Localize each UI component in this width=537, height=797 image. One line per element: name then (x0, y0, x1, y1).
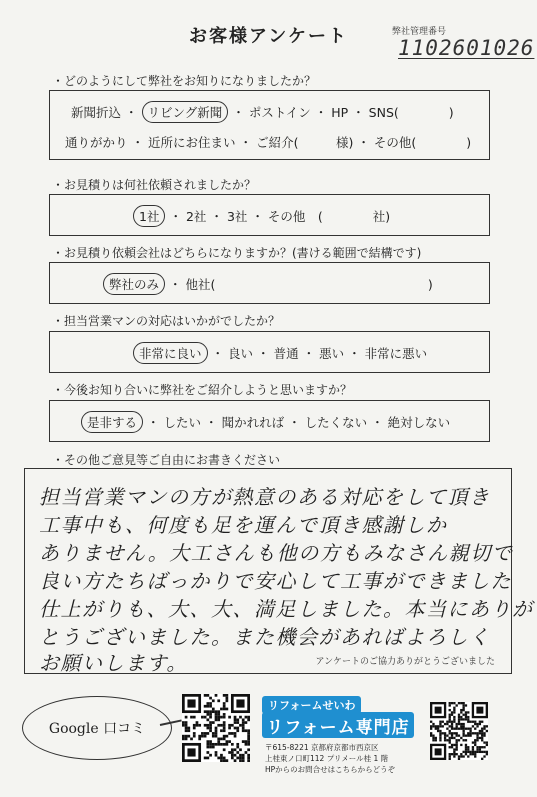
handwritten-line: 良い方たちばっかりで安心して工事ができました (39, 569, 512, 593)
options-quote-count: 1社 ・ 2社 ・ 3社 ・ その他 ( 社) (132, 207, 391, 225)
option-one-company[interactable]: 1社 (133, 205, 165, 227)
question-how-known: ・どのようにして弊社をお知りになりましたか？ (52, 74, 317, 88)
answer-box-how-known (49, 90, 490, 160)
handwritten-line: 工事中も、何度も足を運んで頂き感謝しか (39, 513, 448, 537)
google-review-label: Google 口コミ (48, 721, 146, 737)
option-if-asked[interactable]: 聞かれれば (221, 415, 285, 430)
comments-box[interactable] (24, 468, 534, 675)
option-newspaper-insert[interactable]: 新聞折込 (71, 105, 122, 120)
brand-subtitle: リフォームせいわ (262, 696, 361, 714)
address-line: 〒615-8221 京都府京都市西京区 (265, 743, 379, 752)
option-good[interactable]: 良い (228, 346, 254, 361)
options-line-2: 通りがかり ・ 近所にお住まい ・ ご紹介( 様) ・ その他( ) (65, 135, 472, 150)
option-other[interactable]: その他( ) (373, 135, 472, 150)
option-our-company-only[interactable]: 弊社のみ (103, 273, 165, 295)
handwritten-line: とうございました。また機会があればよろしく (39, 625, 491, 649)
management-number-label: 弊社管理番号 (392, 27, 447, 37)
options-recommend: 是非する ・ したい ・ 聞かれれば ・ したくない ・ 絶対しない (80, 413, 451, 431)
question-quote-companies: ・お見積り依頼会社はどちらになりますか？(書ける範囲で結構です) (52, 246, 422, 260)
option-would-not[interactable]: したくない (304, 415, 368, 430)
answer-box-sales-rep (49, 331, 490, 373)
option-definitely[interactable]: 是非する (81, 411, 143, 433)
handwritten-line: 担当営業マンの方が熱意のある対応をして頂き (39, 485, 491, 509)
address-line: 上桂東ノ口町112 プリメール桂 1 階 (265, 754, 389, 763)
question-recommend: ・今後お知り合いに弊社をご紹介しようと思いますか？ (52, 383, 353, 397)
address-line: HPからのお問合せはこちらからどうぞ (265, 765, 396, 774)
option-other-companies[interactable]: 他社( ) (185, 277, 433, 292)
handwritten-line: ありません。大工さんも他の方もみなさん親切で (39, 541, 514, 565)
options-line-1: 新聞折込 ・ リビング新聞 ・ ポストイン ・ HP ・ SNS( ) (70, 103, 455, 121)
handwritten-line: お願いします。 (39, 651, 188, 675)
option-would-like[interactable]: したい (163, 415, 202, 430)
question-sales-rep: ・担当営業マンの対応はいかがでしたか？ (52, 314, 281, 328)
option-two-companies[interactable]: 2社 (185, 209, 207, 224)
option-referral[interactable]: ご紹介( 様) (256, 135, 354, 150)
answer-box-quote-count (49, 194, 490, 236)
management-number: 1102601026 (398, 36, 535, 60)
options-quote-companies: 弊社のみ ・ 他社( ) (102, 275, 434, 293)
thanks-note: アンケートのご協力ありがとうございました (315, 657, 495, 667)
options-sales-rep: 非常に良い ・ 良い ・ 普通 ・ 悪い ・ 非常に悪い (132, 344, 428, 362)
option-other-count[interactable]: その他 ( 社) (267, 209, 391, 224)
option-three-companies[interactable]: 3社 (226, 209, 248, 224)
website-qr-code[interactable] (430, 702, 488, 760)
answer-box-quote-companies (49, 262, 490, 304)
option-hp[interactable]: HP (331, 105, 349, 120)
page-title: お客様アンケート (189, 26, 348, 47)
answer-box-recommend (49, 400, 490, 442)
option-sns[interactable]: SNS( ) (368, 105, 454, 120)
option-living-newspaper[interactable]: リビング新聞 (142, 101, 229, 123)
option-bad[interactable]: 悪い (319, 346, 345, 361)
option-very-bad[interactable]: 非常に悪い (364, 346, 428, 361)
google-review-bubble[interactable] (22, 696, 172, 760)
google-review-qr-code[interactable] (182, 694, 250, 762)
handwritten-line: 仕上がりも、大、大、満足しました。本当にありが (39, 597, 534, 621)
question-comments: ・その他ご意見等ご自由にお書きください (52, 453, 281, 467)
option-average[interactable]: 普通 (273, 346, 299, 361)
option-passing-by[interactable]: 通りがかり (65, 135, 128, 150)
brand-logo: リフォーム専門店 (262, 712, 414, 738)
option-never[interactable]: 絶対しない (387, 415, 451, 430)
option-very-good[interactable]: 非常に良い (133, 342, 208, 364)
question-quote-count: ・お見積りは何社依頼されましたか？ (52, 178, 257, 192)
option-post-in[interactable]: ポストイン (248, 105, 311, 120)
option-nearby-resident[interactable]: 近所にお住まい (148, 135, 236, 150)
